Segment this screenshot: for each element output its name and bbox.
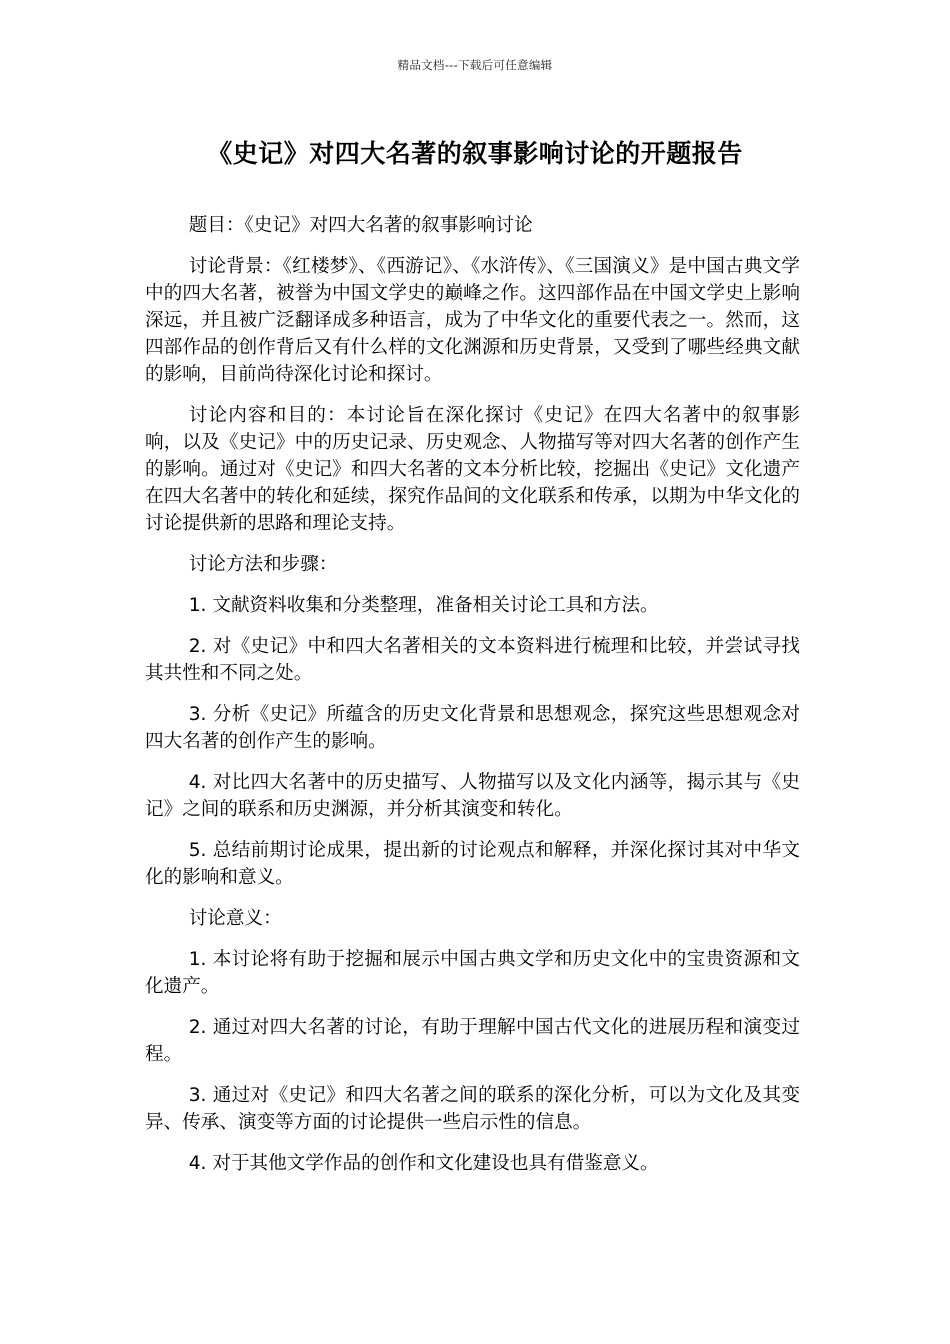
document-body <box>145 212 800 1191</box>
method-step-5: 5. 总结前期讨论成果，提出新的讨论观点和解释，并深化探讨其对中华文化的影响和意义。 <box>145 840 800 888</box>
significance-item-1: 1. 本讨论将有助于挖掘和展示中国古典文学和历史文化中的宝贵资源和文化遗产。 <box>145 949 800 997</box>
document-title: 《史记》对四大名著的叙事影响讨论的开题报告 <box>207 139 743 168</box>
method-step-3: 3. 分析《史记》所蕴含的历史文化背景和思想观念，探究这些思想观念对四大名著的创作产生的影响。 <box>145 704 800 752</box>
significance-item-3: 3. 通过对《史记》和四大名著之间的联系的深化分析，可以为文化及其变异、传承、演变等方面的讨论提供一些启示性的信息。 <box>145 1085 800 1133</box>
significance-item-4: 4. 对于其他文学作品的创作和文化建设也具有借鉴意义。 <box>188 1153 659 1174</box>
header-note: 精品文档---下载后可任意编辑 <box>397 58 553 72</box>
content-purpose-paragraph: 讨论内容和目的：本讨论旨在深化探讨《史记》在四大名著中的叙事影响，以及《史记》中的历史记录、历史观念、人物描写等对四大名著的创作产生的影响。通过对《史记》和四大名著的文本分析比较，挖掘出《史记》文化遗产在四大名著中的转化和延续，探究作品间的文化联系和传承，以期为中华文化的讨论提供新的思路和理论支持。 <box>145 405 800 534</box>
topic-paragraph: 题目：《史记》对四大名著的叙事影响讨论 <box>188 215 533 236</box>
significance-item-2: 2. 通过对四大名著的讨论，有助于理解中国古代文化的进展历程和演变过程。 <box>145 1017 800 1065</box>
background-paragraph: 讨论背景：《红楼梦》、《西游记》、《水浒传》、《三国演义》是中国古典文学中的四大名著，被誉为中国文学史的巅峰之作。这四部作品在中国文学史上影响深远，并且被广泛翻译成多种语言，成为了中华文化的重要代表之一。然而，这四部作品的创作背后又有什么样的文化渊源和历史背景，又受到了哪些经典文献的影响，目前尚待深化讨论和探讨。 <box>145 256 800 385</box>
method-step-2: 2. 对《史记》中和四大名著相关的文本资料进行梳理和比较，并尝试寻找其共性和不同之处。 <box>145 636 800 684</box>
method-step-4: 4. 对比四大名著中的历史描写、人物描写以及文化内涵等，揭示其与《史记》之间的联系和历史渊源，并分析其演变和转化。 <box>145 772 800 820</box>
method-step-1: 1. 文献资料收集和分类整理，准备相关讨论工具和方法。 <box>188 595 659 616</box>
significance-heading: 讨论意义： <box>188 908 282 929</box>
methods-heading: 讨论方法和步骤： <box>188 554 338 575</box>
